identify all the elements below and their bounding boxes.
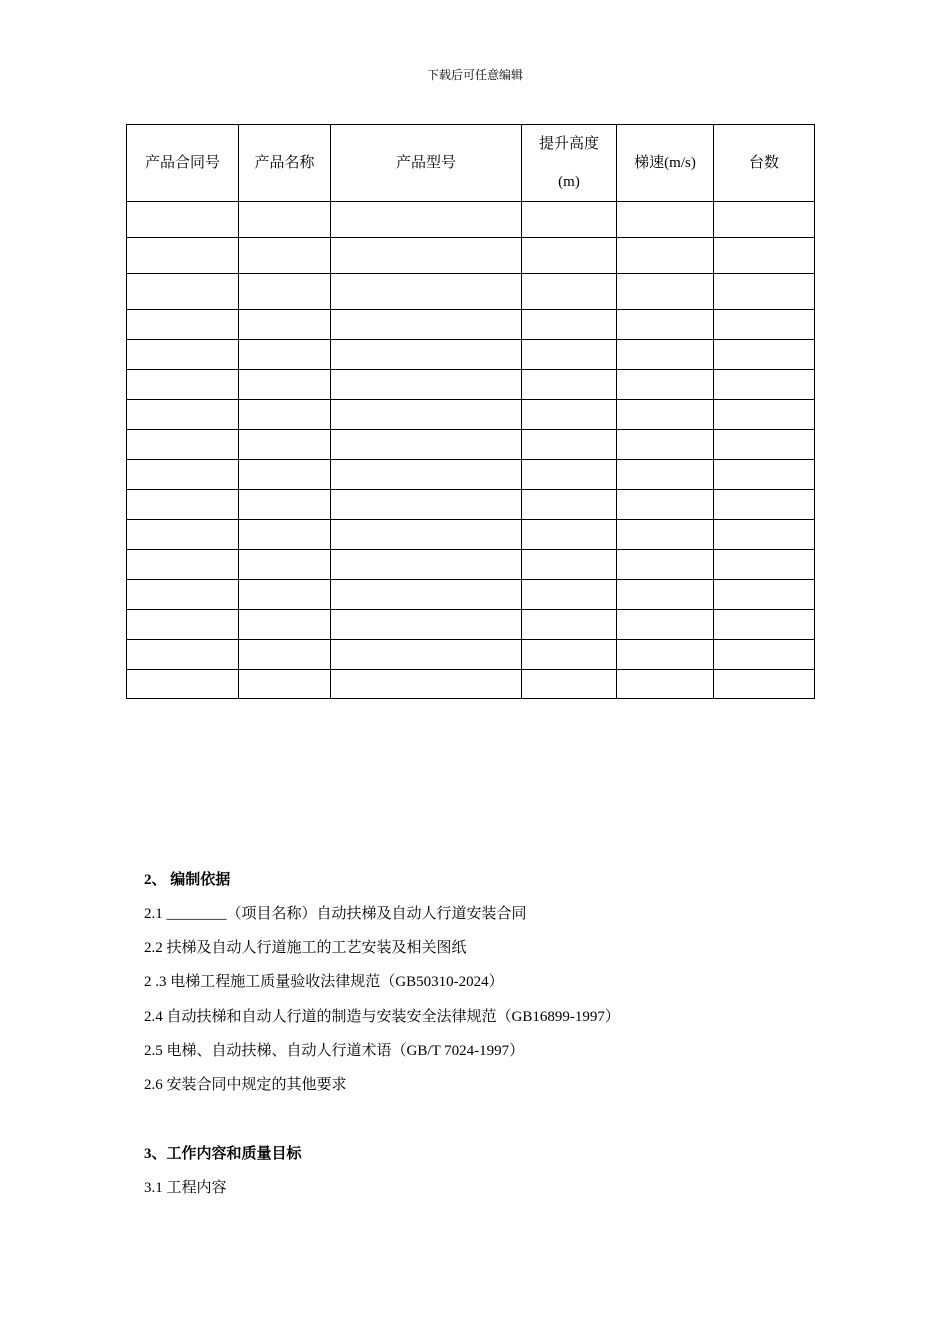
table-cell (127, 202, 239, 238)
table-cell (714, 400, 815, 430)
table-cell (617, 610, 714, 640)
table-cell (617, 202, 714, 238)
table-cell (239, 640, 331, 670)
table-cell (714, 340, 815, 370)
table-cell (522, 550, 617, 580)
table-cell (522, 202, 617, 238)
table-row (127, 202, 815, 238)
table-cell (617, 274, 714, 310)
table-cell (127, 610, 239, 640)
table-cell (617, 430, 714, 460)
table-cell (714, 520, 815, 550)
table-cell (522, 340, 617, 370)
table-cell (239, 370, 331, 400)
table-cell (617, 670, 714, 699)
header-lift-height-line1: 提升高度 (538, 136, 599, 152)
table-cell (331, 340, 522, 370)
table-row (127, 340, 815, 370)
table-cell (127, 640, 239, 670)
table-cell (617, 400, 714, 430)
table-cell (331, 202, 522, 238)
section2-item-6: 2.6 安装合同中规定的其他要求 (144, 1077, 347, 1093)
table-row (127, 430, 815, 460)
header-quantity: 台数 (714, 125, 815, 202)
table-cell (239, 610, 331, 640)
header-lift-height (522, 125, 617, 202)
section2-heading: 2、 编制依据 (144, 872, 231, 888)
header-lift-height-line2: (m) (558, 174, 580, 190)
table-cell (127, 310, 239, 340)
table-cell (127, 274, 239, 310)
table-cell (331, 580, 522, 610)
table-cell (239, 520, 331, 550)
table-cell (331, 550, 522, 580)
table-cell (239, 550, 331, 580)
table-row (127, 490, 815, 520)
table-cell (331, 274, 522, 310)
table-header-row (127, 125, 815, 202)
table-cell (127, 670, 239, 699)
table-cell (127, 550, 239, 580)
table-cell (239, 202, 331, 238)
product-table (126, 124, 815, 699)
table-cell (127, 490, 239, 520)
table-cell (617, 580, 714, 610)
table-cell (714, 460, 815, 490)
table-cell (522, 610, 617, 640)
table-cell (331, 520, 522, 550)
table-cell (239, 460, 331, 490)
table-cell (714, 580, 815, 610)
table-cell (522, 400, 617, 430)
table-cell (714, 610, 815, 640)
table-cell (617, 520, 714, 550)
header-product-model: 产品型号 (331, 125, 522, 202)
table-cell (331, 400, 522, 430)
table-body (127, 202, 815, 699)
table-row (127, 460, 815, 490)
header-contract-no: 产品合同号 (127, 125, 239, 202)
table-cell (127, 370, 239, 400)
table-cell (714, 430, 815, 460)
table-cell (617, 370, 714, 400)
table-cell (714, 202, 815, 238)
table-cell (617, 310, 714, 340)
table-cell (522, 430, 617, 460)
table-cell (714, 490, 815, 520)
section2-item-3: 2 .3 电梯工程施工质量验收法律规范（GB50310-2024） (144, 974, 504, 990)
page-header-note: 下载后可任意编辑 (426, 68, 523, 82)
table-row (127, 274, 815, 310)
table-cell (331, 370, 522, 400)
table-row (127, 370, 815, 400)
table-cell (331, 430, 522, 460)
table-cell (331, 460, 522, 490)
table-cell (714, 670, 815, 699)
table-cell (714, 550, 815, 580)
table-cell (714, 640, 815, 670)
table-cell (239, 340, 331, 370)
table-cell (239, 670, 331, 699)
header-product-name: 产品名称 (239, 125, 331, 202)
header-speed: 梯速(m/s) (617, 125, 714, 202)
section3-heading: 3、工作内容和质量目标 (144, 1146, 302, 1162)
section3-item-1: 3.1 工程内容 (144, 1180, 227, 1196)
table-cell (239, 430, 331, 460)
table-cell (522, 238, 617, 274)
table-cell (239, 310, 331, 340)
table-cell (127, 238, 239, 274)
table-row (127, 238, 815, 274)
table-cell (127, 430, 239, 460)
section2-item-2: 2.2 扶梯及自动人行道施工的工艺安装及相关图纸 (144, 940, 467, 956)
section2-item-1: 2.1 ________（项目名称）自动扶梯及自动人行道安装合同 (144, 906, 527, 922)
table-row (127, 640, 815, 670)
table-row (127, 400, 815, 430)
table-row (127, 610, 815, 640)
table-row (127, 550, 815, 580)
table-cell (239, 274, 331, 310)
table-cell (522, 640, 617, 670)
table-cell (522, 490, 617, 520)
table-cell (617, 460, 714, 490)
table-row (127, 670, 815, 699)
table-cell (239, 238, 331, 274)
table-cell (522, 520, 617, 550)
table-cell (714, 274, 815, 310)
section2-item-4: 2.4 自动扶梯和自动人行道的制造与安装安全法律规范（GB16899-1997） (144, 1009, 620, 1025)
table-cell (127, 520, 239, 550)
table-cell (239, 490, 331, 520)
table-cell (714, 370, 815, 400)
table-cell (617, 238, 714, 274)
table-cell (127, 460, 239, 490)
table-cell (522, 370, 617, 400)
table-cell (239, 580, 331, 610)
table-row (127, 520, 815, 550)
table-cell (127, 580, 239, 610)
table-cell (331, 490, 522, 520)
table-cell (331, 670, 522, 699)
table-cell (714, 310, 815, 340)
table-cell (239, 400, 331, 430)
table-cell (617, 340, 714, 370)
table-cell (522, 670, 617, 699)
table-cell (522, 274, 617, 310)
table-row (127, 580, 815, 610)
table-cell (127, 400, 239, 430)
section2-item-5: 2.5 电梯、自动扶梯、自动人行道术语（GB/T 7024-1997） (144, 1043, 525, 1059)
table-cell (617, 550, 714, 580)
table-cell (522, 580, 617, 610)
table-cell (331, 310, 522, 340)
table-cell (331, 640, 522, 670)
table-cell (127, 340, 239, 370)
table-cell (714, 238, 815, 274)
table-cell (522, 460, 617, 490)
table-cell (617, 490, 714, 520)
table-cell (331, 610, 522, 640)
table-cell (617, 640, 714, 670)
table-row (127, 310, 815, 340)
table-cell (331, 238, 522, 274)
table-cell (522, 310, 617, 340)
